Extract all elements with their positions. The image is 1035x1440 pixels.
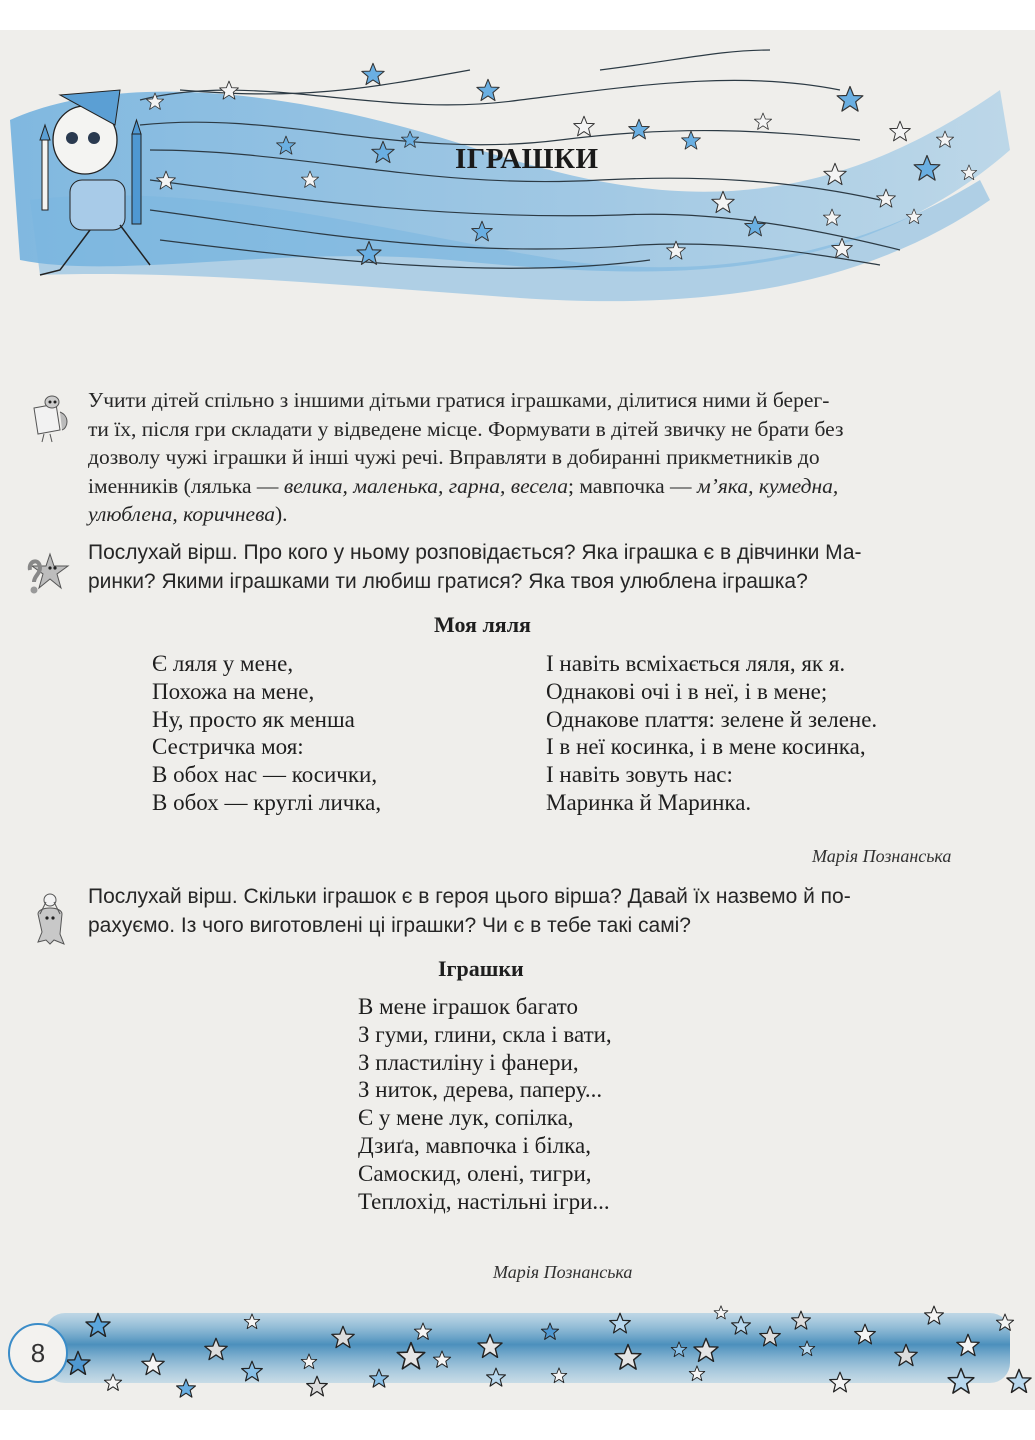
text-line: рахуємо. Із чого виготовлені ці іграшки? Чи є в тебе такі самі?: [88, 914, 691, 937]
poem-line: Сестричка моя:: [152, 734, 304, 760]
book-page: [0, 30, 1035, 1410]
comet-girl-illustration: [0, 30, 1035, 340]
footer-star-band: [0, 1285, 1035, 1410]
text-span: ; мавпочка —: [568, 473, 697, 498]
poem-title: Іграшки: [438, 956, 524, 981]
poem-column-right: [546, 650, 877, 817]
text-line: Послухай вірш. Про кого у ньому розповідається? Яка іграшка є в дівчинки Ма-: [88, 541, 862, 564]
page-number-badge: 8: [8, 1323, 68, 1383]
poem-line: Є у мене лук, сопілка,: [358, 1105, 574, 1131]
text-line: ринки? Якими іграшками ти любиш гратися? Яка твоя улюблена іграшка?: [88, 570, 808, 593]
poem-line: З ниток, дерева, паперу...: [358, 1077, 603, 1103]
ball-holding-mascot-icon: [28, 892, 76, 948]
poem-line: Теплохід, настільні ігри...: [358, 1188, 610, 1214]
poem-line: І навіть зовуть нас:: [546, 762, 733, 788]
poem-line: З гуми, глини, скла і вати,: [358, 1021, 612, 1047]
poem-line: Похожа на мене,: [152, 678, 315, 704]
text-line: [88, 472, 978, 501]
poem-line: В обох — круглі личка,: [152, 789, 382, 815]
text-span: ).: [275, 502, 288, 527]
italic-adjectives: велика, маленька, гарна, весела: [283, 473, 568, 498]
text-line: [88, 500, 978, 529]
poem-line: І в неї косинка, і в мене косинка,: [546, 734, 866, 760]
question-paragraph-1: [88, 538, 978, 596]
text-line: Учити дітей спільно з іншими дітьми гратися іграшками, ділитися ними й берег-: [88, 388, 830, 412]
poem-line: Є ляля у мене,: [152, 651, 294, 676]
poem-line: Самоскид, олені, тигри,: [358, 1160, 592, 1186]
poem-author: Марія Познанська: [493, 1262, 633, 1282]
header-illustration: [0, 30, 1035, 340]
poem-line: Однакове плаття: зелене й зелене.: [546, 706, 878, 732]
page-title: ІГРАШКИ: [455, 143, 599, 175]
poem-line: Ну, просто як менша: [152, 706, 355, 732]
text-line: Послухай вірш. Скільки іграшок є в героя цього вірша? Давай їх назвемо й по-: [88, 885, 851, 908]
poem-line: В обох нас — косички,: [152, 762, 378, 788]
poem-line: Однакові очі і в неї, і в мене;: [546, 678, 828, 704]
poem-column-left: [152, 650, 381, 817]
poem-author: Марія Познанська: [812, 846, 952, 866]
poem-line: І навіть всміхається ляля, як я.: [546, 651, 846, 676]
reading-bird-mascot-icon: [26, 390, 74, 446]
italic-adjectives: улюблена, коричнева: [88, 502, 276, 527]
poem-line: В мене іграшок багато: [358, 994, 578, 1019]
question-paragraph-2: [88, 882, 978, 940]
text-line: ти їх, після гри складати у відведене місце. Формувати в дітей звичку не брати без: [88, 416, 844, 441]
poem-title: Моя ляля: [434, 612, 531, 637]
text-line: дозволу чужі іграшки й інші чужі речі. Вправляти в добиранні прикметників до: [88, 445, 820, 470]
poem-line: Маринка й Маринка.: [546, 789, 752, 815]
poem-body: [358, 993, 612, 1215]
poem-line: Дзиґа, мавпочка і білка,: [358, 1132, 591, 1158]
question-star-mascot-icon: [24, 548, 72, 604]
lesson-objective-paragraph: [88, 386, 978, 529]
italic-adjectives: м’яка, кумедна,: [696, 473, 839, 498]
poem-line: З пластиліну і фанери,: [358, 1049, 579, 1075]
text-span: іменників (лялька —: [88, 473, 284, 498]
